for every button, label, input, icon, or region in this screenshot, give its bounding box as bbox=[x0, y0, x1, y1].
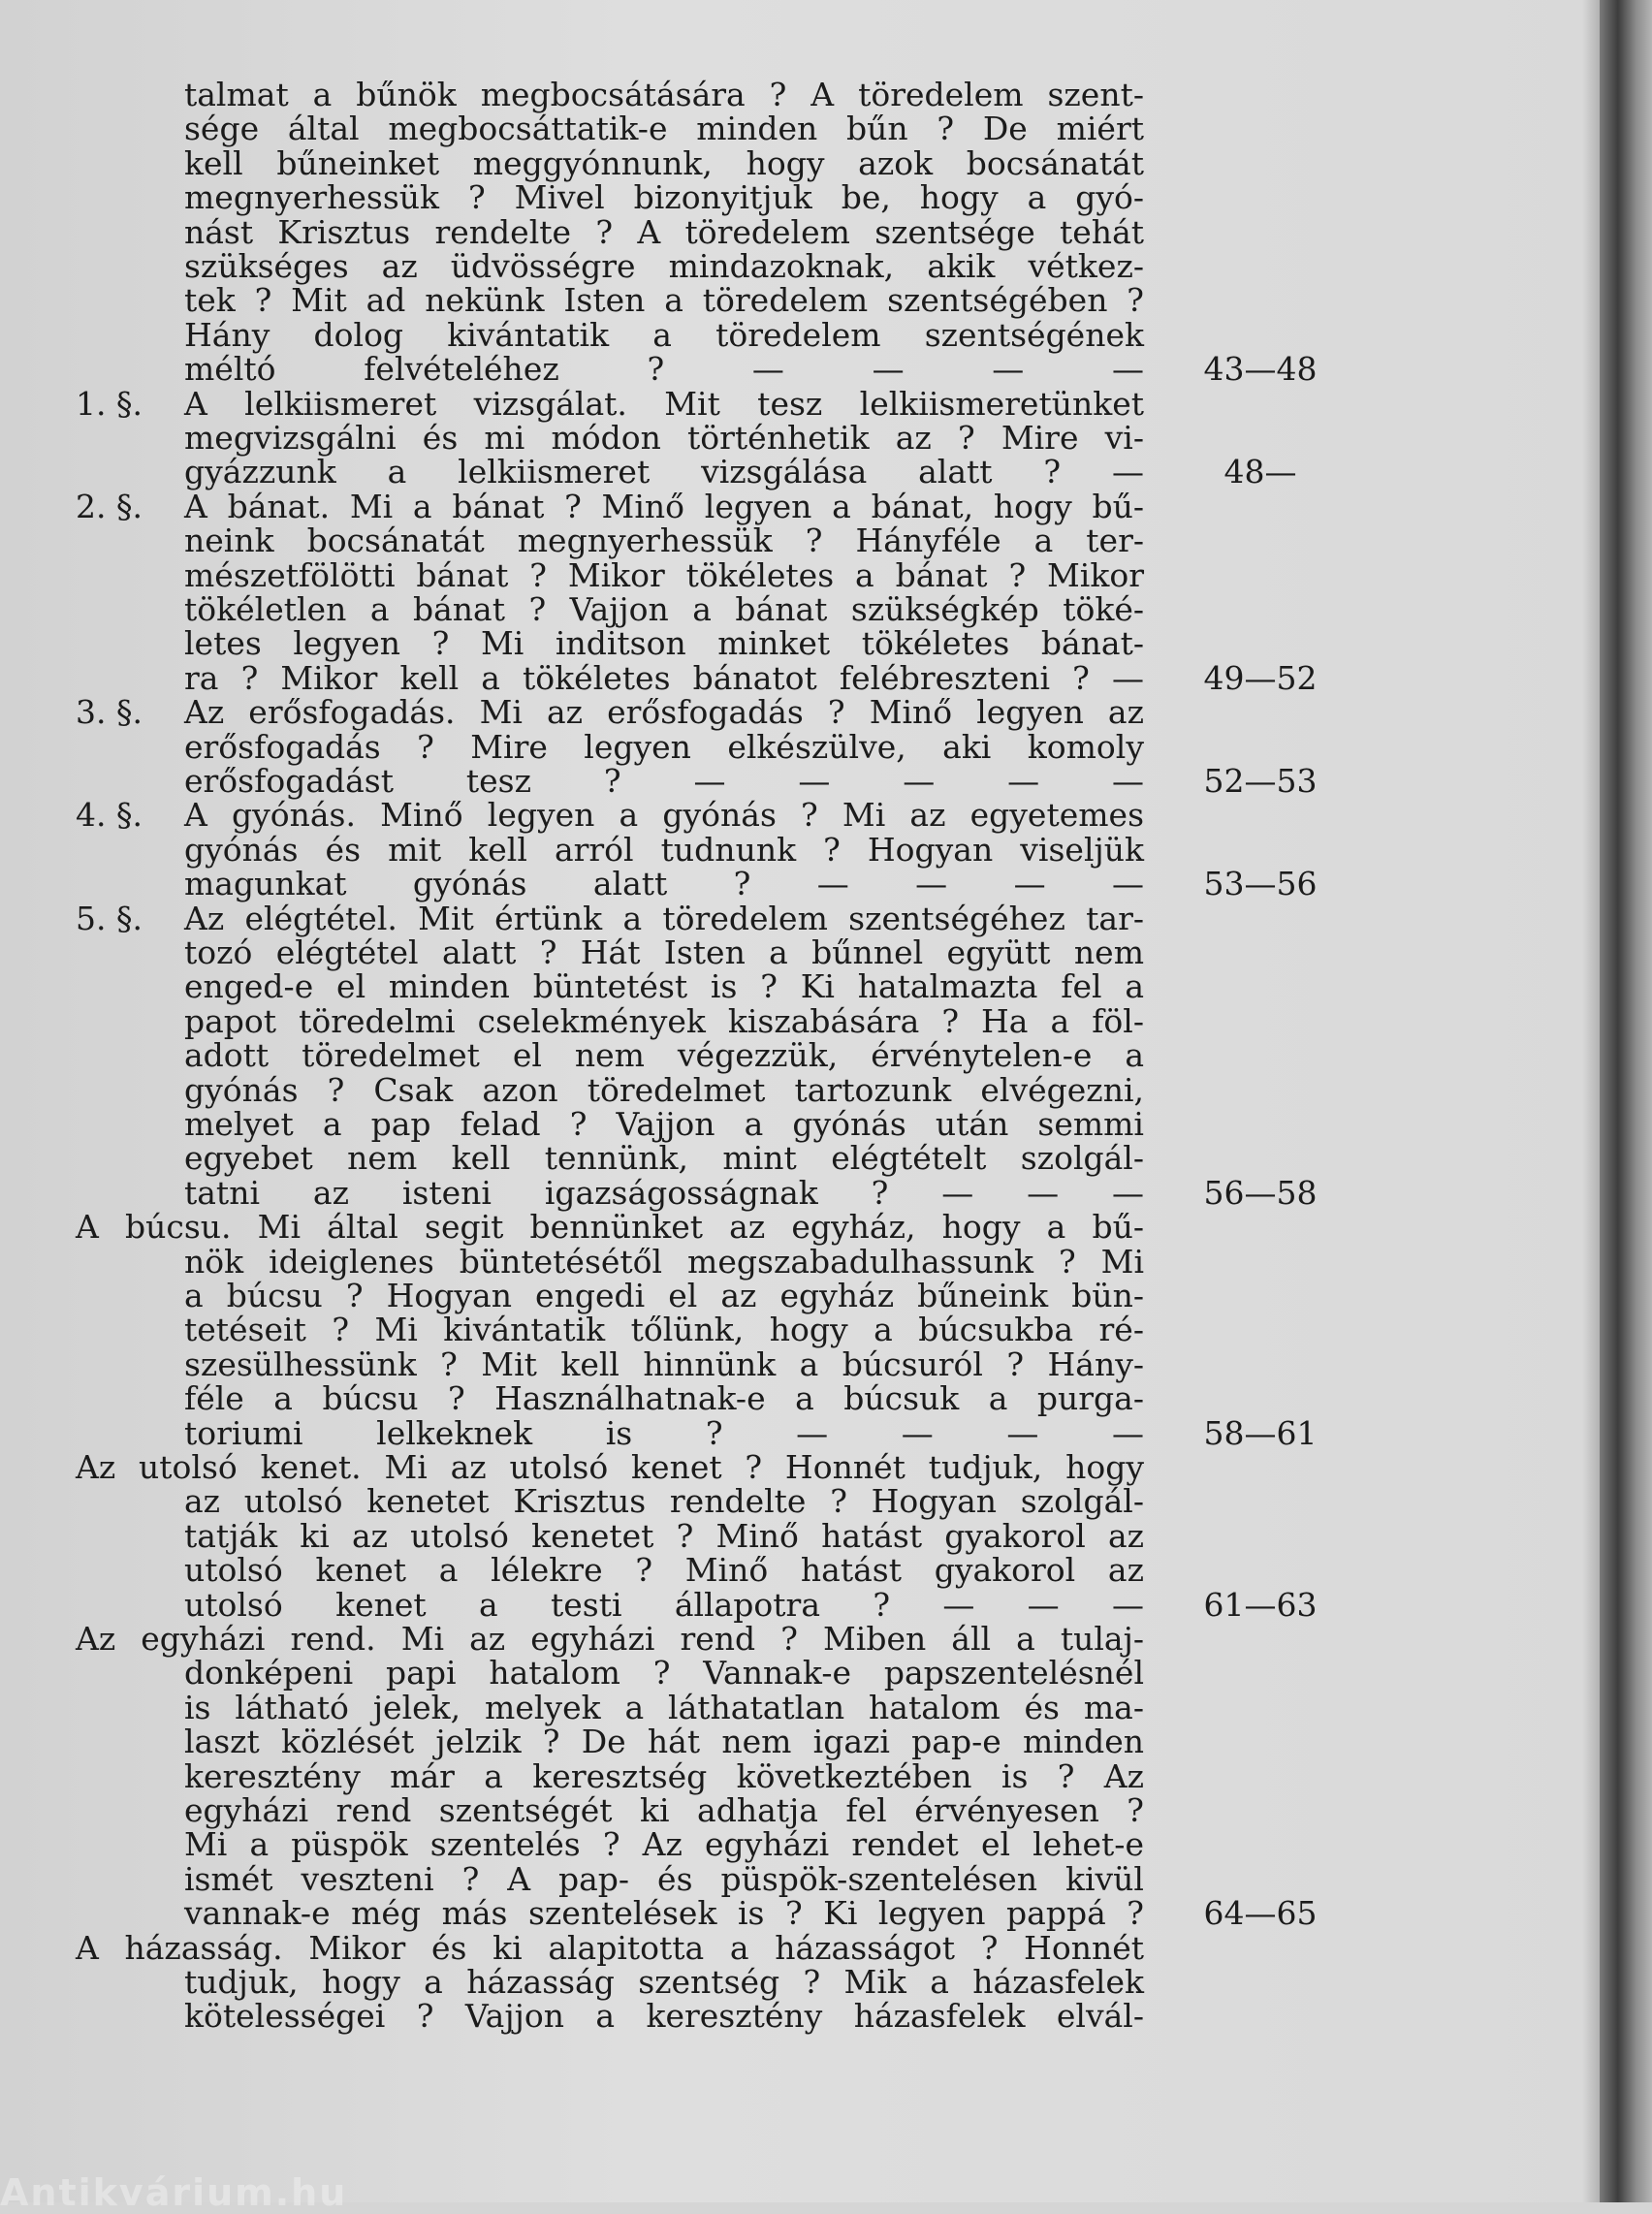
section-number: 5. §. bbox=[76, 900, 143, 937]
section-number: 1. §. bbox=[76, 385, 143, 423]
toc-line bbox=[0, 78, 1144, 112]
toc-line bbox=[0, 695, 1144, 730]
toc-line-text: erősfogadást tesz ? — — — — — bbox=[184, 762, 1144, 800]
toc-line-text: talmat a bűnök megbocsátására ? A töredelem szent- bbox=[184, 76, 1144, 113]
toc-line-text: is látható jelek, melyek a láthatatlan hatalom és ma- bbox=[184, 1689, 1144, 1726]
toc-line bbox=[0, 935, 1144, 970]
toc-line-text: megvizsgálni és mi módon történhetik az ? Mire vi- bbox=[184, 419, 1144, 457]
page-range: 48— bbox=[1223, 453, 1297, 490]
toc-line-text: tek ? Mit ad nekünk Isten a töredelem szentségében ? bbox=[184, 281, 1144, 319]
toc-line-text: kötelességei ? Vajjon a keresztény házasfelek elvál- bbox=[184, 1997, 1144, 2035]
page-range: 52—53 bbox=[1203, 762, 1318, 800]
toc-line-text: papot töredelmi cselekmények kiszabására ? Ha a föl- bbox=[184, 1002, 1144, 1040]
toc-line-text: tökéletlen a bánat ? Vajjon a bánat szükségkép töké- bbox=[184, 590, 1144, 628]
toc-line bbox=[0, 387, 1144, 422]
toc-line bbox=[0, 1107, 1144, 1142]
toc-line-text: tudjuk, hogy a házasság szentség ? Mik a házasfelek bbox=[184, 1963, 1144, 2001]
toc-line-text: szükséges az üdvösségre mindazoknak, akik vétkez- bbox=[184, 247, 1144, 285]
toc-line-text: A gyónás. Minő legyen a gyónás ? Mi az egyetemes bbox=[184, 796, 1144, 834]
toc-line-text: Az elégtétel. Mit értünk a töredelem szentségéhez tar- bbox=[184, 900, 1144, 937]
toc-line bbox=[0, 352, 1144, 387]
toc-line bbox=[0, 1553, 1144, 1588]
toc-line bbox=[0, 626, 1144, 661]
toc-line-text: melyet a pap felad ? Vajjon a gyónás után semmi bbox=[184, 1105, 1144, 1143]
toc-line bbox=[0, 798, 1144, 833]
toc-line bbox=[0, 1656, 1144, 1691]
toc-line bbox=[0, 867, 1144, 901]
toc-line bbox=[0, 661, 1144, 696]
toc-line-text: nök ideiglenes büntetésétől megszabadulhassunk ? Mi bbox=[184, 1243, 1144, 1281]
toc-line-text: megnyerhessük ? Mivel bizonyitjuk be, hogy a gyó- bbox=[184, 178, 1144, 216]
toc-line bbox=[0, 421, 1144, 456]
watermark: Antikvárium.hu bbox=[0, 2171, 348, 2214]
page-range: 58—61 bbox=[1203, 1414, 1318, 1452]
section-number: 2. §. bbox=[76, 488, 143, 525]
toc-line-text: ra ? Mikor kell a tökéletes bánatot felébreszteni ? — bbox=[184, 659, 1144, 697]
toc-line-text: méltó felvételéhez ? — — — — bbox=[184, 350, 1144, 388]
toc-line bbox=[0, 1416, 1144, 1451]
toc-line bbox=[0, 558, 1144, 593]
toc-line bbox=[0, 455, 1144, 490]
toc-line bbox=[0, 1381, 1144, 1416]
toc-line bbox=[0, 490, 1144, 524]
toc-line-text: Az egyházi rend. Mi az egyházi rend ? Miben áll a tulaj- bbox=[76, 1620, 1144, 1658]
toc-line bbox=[0, 249, 1144, 284]
toc-line-text: utolsó kenet a lélekre ? Minő hatást gyakorol az bbox=[184, 1551, 1144, 1589]
toc-line bbox=[0, 1141, 1144, 1176]
toc-line bbox=[0, 1965, 1144, 2000]
toc-line bbox=[0, 1862, 1144, 1897]
toc-line-text: adott töredelmet el nem végezzük, érvénytelen-e a bbox=[184, 1036, 1144, 1074]
toc-line bbox=[0, 1073, 1144, 1108]
toc-line-text: tetéseit ? Mi kivántatik tőlünk, hogy a búcsukba ré- bbox=[184, 1311, 1144, 1348]
toc-line-text: letes legyen ? Mi inditson minket tökéletes bánat- bbox=[184, 624, 1144, 662]
toc-line bbox=[0, 1313, 1144, 1347]
toc-line bbox=[0, 1245, 1144, 1280]
toc-line bbox=[0, 180, 1144, 215]
toc-line-text: toriumi lelkeknek is ? — — — — bbox=[184, 1414, 1144, 1452]
toc-line-text: utolsó kenet a testi állapotra ? — — — bbox=[184, 1586, 1144, 1624]
toc-line-text: mészetfölötti bánat ? Mikor tökéletes a bánat ? Mikor bbox=[184, 556, 1144, 594]
toc-line bbox=[0, 1484, 1144, 1519]
page-range: 53—56 bbox=[1203, 865, 1318, 902]
toc-line bbox=[0, 1176, 1144, 1211]
toc-line-text: A házasság. Mikor és ki alapitotta a házasságot ? Honnét bbox=[76, 1929, 1144, 1967]
toc-line bbox=[0, 1279, 1144, 1313]
toc-line bbox=[0, 1622, 1144, 1657]
toc-line-text: donképeni papi hatalom ? Vannak-e papszentelésnél bbox=[184, 1654, 1144, 1692]
toc-line-text: A bánat. Mi a bánat ? Minő legyen a bánat, hogy bű- bbox=[184, 488, 1144, 525]
toc-line bbox=[0, 969, 1144, 1004]
page-edge-shadow bbox=[1582, 0, 1600, 2202]
toc-line bbox=[0, 1004, 1144, 1039]
toc-line bbox=[0, 1347, 1144, 1382]
toc-line bbox=[0, 283, 1144, 318]
page-range: 61—63 bbox=[1203, 1586, 1318, 1624]
toc-line bbox=[0, 1691, 1144, 1725]
toc-line-text: tatni az isteni igazságosságnak ? — — — bbox=[184, 1174, 1144, 1212]
toc-line bbox=[0, 1931, 1144, 1966]
page-range: 56—58 bbox=[1203, 1174, 1318, 1212]
toc-line-text: vannak-e még más szentelések is ? Ki legyen pappá ? bbox=[184, 1894, 1144, 1932]
toc-line bbox=[0, 1759, 1144, 1794]
toc-line bbox=[0, 1724, 1144, 1759]
toc-line bbox=[0, 523, 1144, 558]
toc-line-text: erősfogadás ? Mire legyen elkészülve, aki komoly bbox=[184, 728, 1144, 766]
page-range: 43—48 bbox=[1203, 350, 1318, 388]
toc-line-text: Mi a püspök szentelés ? Az egyházi rendet el lehet-e bbox=[184, 1825, 1144, 1863]
toc-line-text: laszt közlését jelzik ? De hát nem igazi pap-e minden bbox=[184, 1723, 1144, 1760]
page-range: 49—52 bbox=[1203, 659, 1318, 697]
toc-line bbox=[0, 592, 1144, 627]
toc-line-text: egyházi rend szentségét ki adhatja fel érvényesen ? bbox=[184, 1791, 1144, 1829]
toc-line-text: kell bűneinket meggyónnunk, hogy azok bocsánatát bbox=[184, 144, 1144, 182]
toc-line bbox=[0, 1210, 1144, 1245]
toc-line-text: nást Krisztus rendelte ? A töredelem szentsége tehát bbox=[184, 213, 1144, 251]
toc-line-text: a búcsu ? Hogyan engedi el az egyház bűneink bün- bbox=[184, 1277, 1144, 1314]
section-number: 3. §. bbox=[76, 693, 143, 731]
toc-line bbox=[0, 901, 1144, 936]
toc-line-text: sége által megbocsáttatik-e minden bűn ? De miért bbox=[184, 110, 1144, 147]
toc-line-text: gyónás és mit kell arról tudnunk ? Hogyan viseljük bbox=[184, 831, 1144, 869]
toc-line-text: ismét veszteni ? A pap- és püspök-szentelésen kivül bbox=[184, 1860, 1144, 1898]
toc-line-text: tatják ki az utolsó kenetet ? Minő hatást gyakorol az bbox=[184, 1517, 1144, 1555]
toc-line bbox=[0, 1450, 1144, 1485]
toc-line-text: keresztény már a keresztség következtében is ? Az bbox=[184, 1757, 1144, 1795]
toc-line-text: neink bocsánatát megnyerhessük ? Hányféle a ter- bbox=[184, 522, 1144, 559]
page-range: 64—65 bbox=[1203, 1894, 1318, 1932]
toc-line-text: féle a búcsu ? Használhatnak-e a búcsuk a purga- bbox=[184, 1379, 1144, 1417]
toc-line-text: enged-e el minden büntetést is ? Ki hatalmazta fel a bbox=[184, 967, 1144, 1005]
book-spine bbox=[1600, 0, 1652, 2202]
toc-line-text: Hány dolog kivántatik a töredelem szentségének bbox=[184, 316, 1144, 354]
toc-line bbox=[0, 1038, 1144, 1073]
toc-line bbox=[0, 146, 1144, 181]
toc-line bbox=[0, 730, 1144, 765]
toc-line bbox=[0, 764, 1144, 799]
toc-line bbox=[0, 1519, 1144, 1554]
toc-line bbox=[0, 1827, 1144, 1862]
toc-line bbox=[0, 318, 1144, 353]
toc-line-text: tozó elégtétel alatt ? Hát Isten a bűnnel együtt nem bbox=[184, 933, 1144, 971]
toc-line-text: Az erősfogadás. Mi az erősfogadás ? Minő legyen az bbox=[184, 693, 1144, 731]
toc-line-text: az utolsó kenetet Krisztus rendelte ? Hogyan szolgál- bbox=[184, 1482, 1144, 1520]
toc-line-text: A lelkiismeret vizsgálat. Mit tesz lelkiismeretünket bbox=[184, 385, 1144, 423]
toc-line-text: Az utolsó kenet. Mi az utolsó kenet ? Honnét tudjuk, hogy bbox=[76, 1448, 1144, 1486]
toc-line bbox=[0, 833, 1144, 868]
toc-line-text: szesülhessünk ? Mit kell hinnünk a búcsuról ? Hány- bbox=[184, 1345, 1144, 1383]
toc-line bbox=[0, 1896, 1144, 1931]
toc-line-text: gyónás ? Csak azon töredelmet tartozunk elvégezni, bbox=[184, 1071, 1144, 1109]
toc-line-text: magunkat gyónás alatt ? — — — — bbox=[184, 865, 1144, 902]
toc-line bbox=[0, 111, 1144, 146]
toc-line bbox=[0, 1999, 1144, 2034]
toc-line bbox=[0, 1793, 1144, 1828]
toc-line bbox=[0, 1588, 1144, 1623]
toc-line-text: egyebet nem kell tennünk, mint elégtételt szolgál- bbox=[184, 1139, 1144, 1177]
toc-line bbox=[0, 215, 1144, 250]
section-number: 4. §. bbox=[76, 796, 143, 834]
toc-line-text: gyázzunk a lelkiismeret vizsgálása alatt ? — bbox=[184, 453, 1144, 490]
toc-line-text: A búcsu. Mi által segit bennünket az egyház, hogy a bű- bbox=[76, 1208, 1144, 1246]
